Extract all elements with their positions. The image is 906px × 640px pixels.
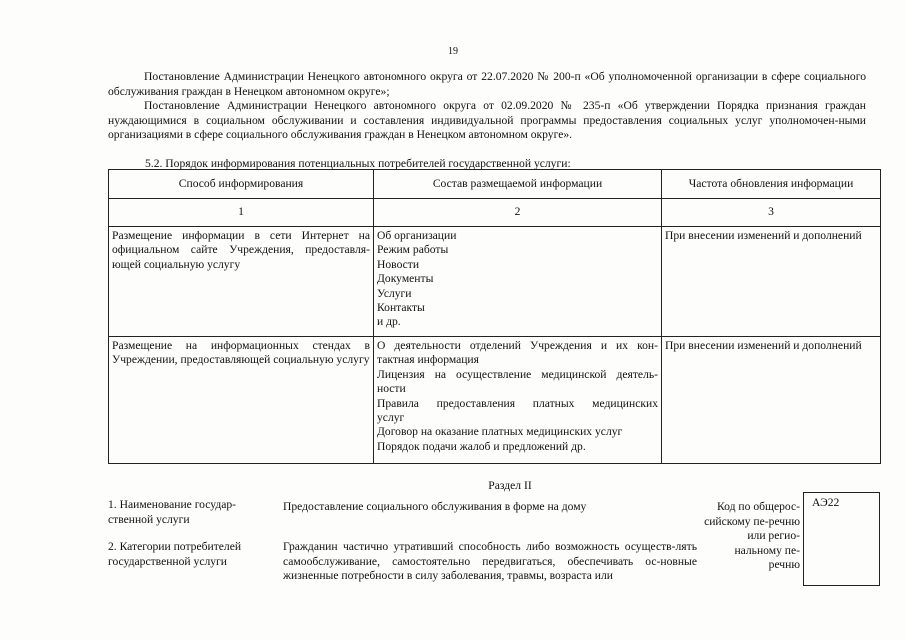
row-method: Размещение на информационных стендах в Учреждении, предоставляющей социальную услугу bbox=[109, 337, 374, 464]
table-row bbox=[109, 227, 881, 337]
column-number: 3 bbox=[662, 199, 881, 227]
content-line: услуг bbox=[377, 411, 405, 425]
content-line: тактная информация bbox=[377, 353, 479, 367]
table-number-row bbox=[109, 199, 881, 227]
registry-code-label: Код по общерос-сийскому пе-речню или регио-нальному пе-речню bbox=[704, 500, 800, 571]
row-content bbox=[374, 227, 662, 337]
section-title: Раздел II bbox=[488, 479, 532, 492]
header-content: Состав размещаемой информации bbox=[374, 170, 662, 199]
row-frequency: При внесении изменений и дополнений bbox=[662, 337, 881, 464]
paragraph-resolution-200: Постановление Администрации Ненецкого автономного округа от 22.07.2020 № 200-п «Об уполномоченной организации в сфере социального обслуживания граждан в Ненецком автономном округе»; bbox=[108, 70, 866, 98]
page-number: 19 bbox=[448, 46, 458, 57]
consumer-category-value: Гражданин частично утративший способность либо возможность осуществ-лять самообслуживание, самостоятельно передвигаться, обеспечивать ос-новные жизненные потребности в силу заболевания, травмы, возраста или bbox=[283, 540, 697, 582]
content-line: Лицензия на осуществление медицинской деятель- bbox=[377, 367, 658, 381]
content-line: Договор на оказание платных медицинских услуг bbox=[377, 425, 623, 439]
content-line: Об организации bbox=[377, 229, 457, 242]
registry-code-box bbox=[803, 492, 880, 586]
content-line: ности bbox=[377, 382, 406, 396]
consumer-category-label: 2. Категории потребителей государственной услуги bbox=[108, 540, 242, 568]
content-line: Новости bbox=[377, 257, 420, 271]
content-line: Контакты bbox=[377, 301, 425, 315]
header-method: Способ информирования bbox=[109, 170, 374, 199]
content-line: Режим работы bbox=[377, 243, 449, 257]
content-line: Документы bbox=[377, 272, 434, 286]
paragraph-resolution-235: Постановление Администрации Ненецкого автономного округа от 02.09.2020 № 235-п «Об утверждении Порядка признания граждан нуждающимися в социальном обслуживании и составления индивидуальной программы предоставления социальных услуг уполномочен-ными организациями в сфере социального обслуживания граждан в Ненецком автономном округе». bbox=[108, 99, 866, 141]
content-line: Услуги bbox=[377, 286, 412, 300]
row-method: Размещение информации в сети Интернет на официальном сайте Учреждения, предоставля-ющей социальную услугу bbox=[109, 227, 374, 337]
content-line: Правила предоставления платных медицинских bbox=[377, 396, 658, 410]
content-line: и др. bbox=[377, 315, 401, 329]
row-frequency: При внесении изменений и дополнений bbox=[662, 227, 881, 337]
section-heading-5-2: 5.2. Порядок информирования потенциальных потребителей государственной услуги: bbox=[145, 157, 571, 170]
column-number: 1 bbox=[109, 199, 374, 227]
header-frequency: Частота обновления информации bbox=[662, 170, 881, 199]
service-name-label: 1. Наименование государ-ственной услуги bbox=[108, 498, 237, 526]
content-line: О деятельности отделений Учреждения и их кон- bbox=[377, 339, 658, 352]
column-number: 2 bbox=[374, 199, 662, 227]
informing-table bbox=[108, 169, 881, 464]
content-line: Порядок подачи жалоб и предложений др. bbox=[377, 439, 586, 453]
registry-code-value: АЭ22 bbox=[812, 496, 840, 509]
service-name-value: Предоставление социального обслуживания в форме на дому bbox=[283, 500, 587, 513]
table-row bbox=[109, 337, 881, 464]
row-content bbox=[374, 337, 662, 464]
table-header-row bbox=[109, 170, 881, 199]
